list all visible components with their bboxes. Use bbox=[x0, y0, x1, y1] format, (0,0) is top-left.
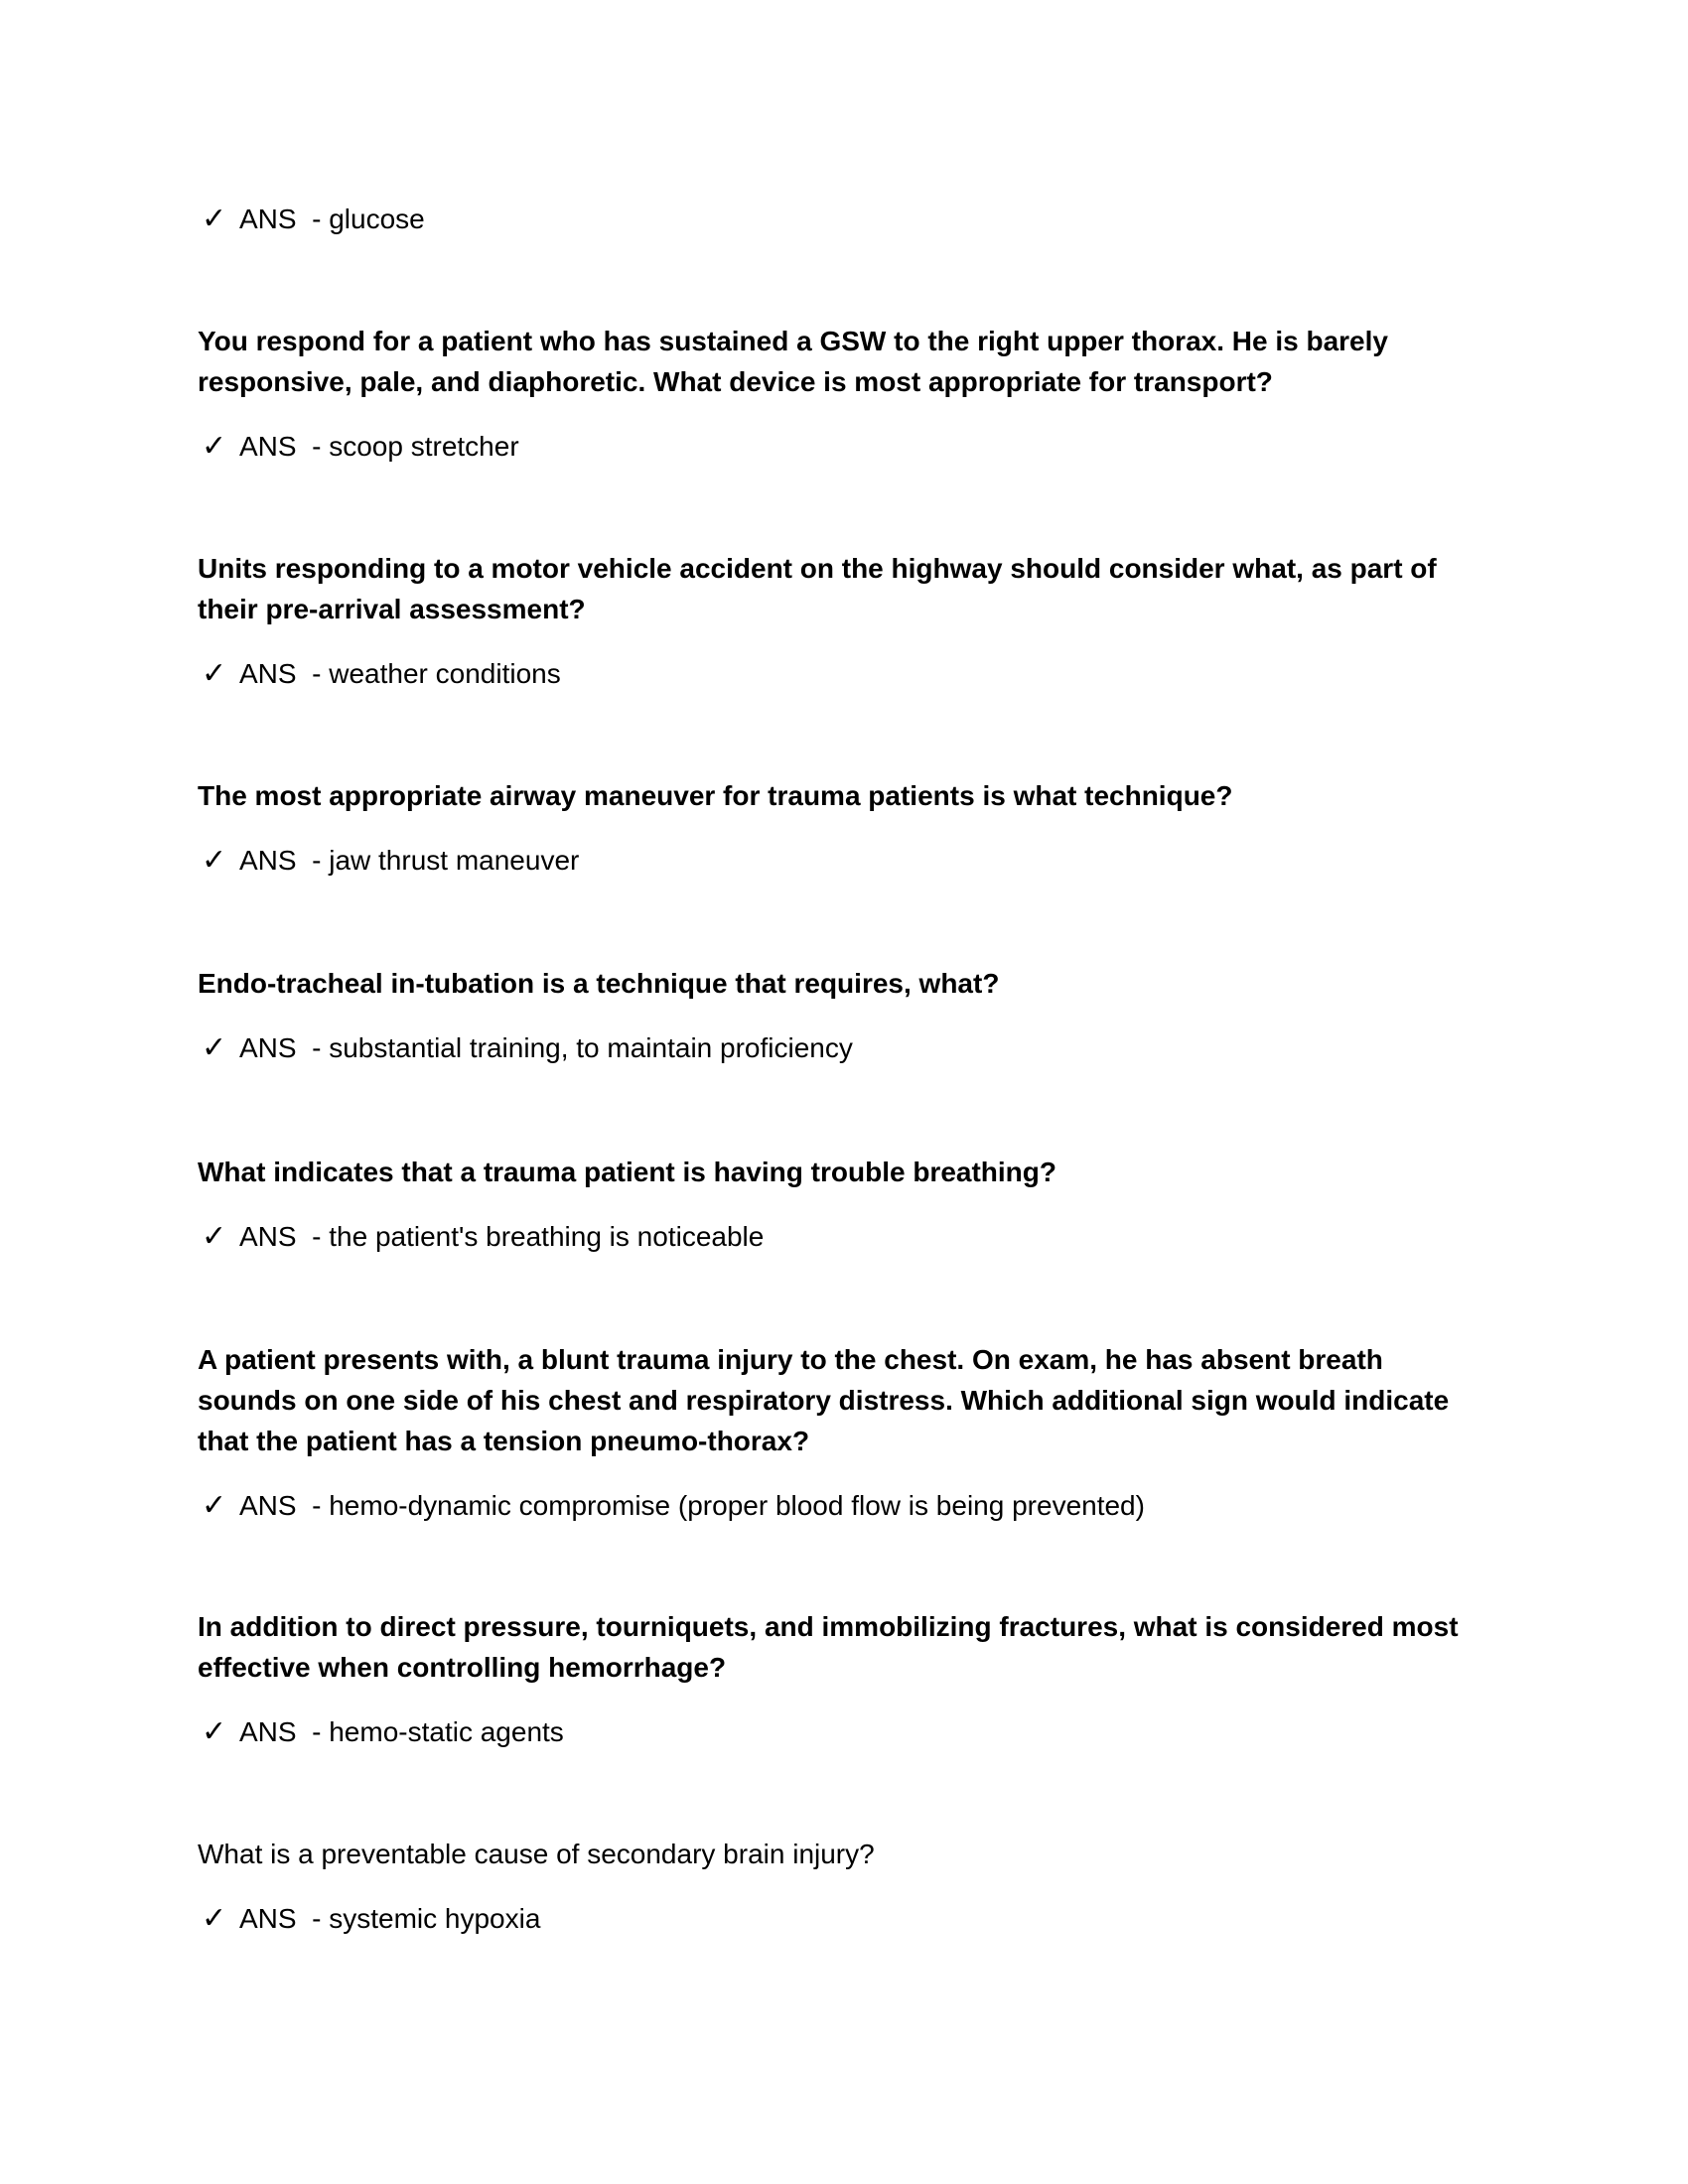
checkmark-icon: ✓ bbox=[202, 1030, 227, 1065]
checkmark-icon: ✓ bbox=[202, 1714, 227, 1749]
question-text: What indicates that a trauma patient is having trouble breathing? bbox=[198, 1157, 1056, 1187]
question-text: What is a preventable cause of secondary brain injury? bbox=[198, 1839, 875, 1869]
answer-line bbox=[198, 840, 1488, 881]
checkmark-icon: ✓ bbox=[202, 843, 227, 878]
answer-text: ANS - jaw thrust maneuver bbox=[239, 845, 580, 876]
question-text: Endo-tracheal in-tubation is a technique that requires, what? bbox=[198, 968, 1000, 999]
answer-text: ANS - glucose bbox=[239, 204, 425, 234]
question-text: A patient presents with, a blunt trauma injury to the chest. On exam, he has absent breath sounds on one side of his chest and respiratory distress. Which additional sign would indicate that the patient has a tension pneumo-thorax? bbox=[198, 1344, 1450, 1456]
qa-item-3 bbox=[198, 548, 1488, 694]
checkmark-icon: ✓ bbox=[202, 429, 227, 464]
question-text: You respond for a patient who has sustained a GSW to the right upper thorax. He is barely responsive, pale, and diaphoretic. What device is most appropriate for transport? bbox=[198, 326, 1388, 397]
checkmark-icon: ✓ bbox=[202, 1901, 227, 1936]
qa-item-4 bbox=[198, 775, 1488, 881]
answer-text: ANS - hemo-static agents bbox=[239, 1716, 564, 1747]
answer-line bbox=[198, 1485, 1488, 1526]
checkmark-icon: ✓ bbox=[202, 656, 227, 691]
qa-item-2 bbox=[198, 321, 1488, 467]
qa-item-7 bbox=[198, 1339, 1488, 1526]
answer-line bbox=[198, 1898, 1488, 1939]
question-text: In addition to direct pressure, tourniquets, and immobilizing fractures, what is considered most effective when controlling hemorrhage? bbox=[198, 1611, 1459, 1683]
answer-line bbox=[198, 653, 1488, 694]
question-text: Units responding to a motor vehicle accident on the highway should consider what, as part of their pre-arrival assessment? bbox=[198, 553, 1437, 624]
answer-line bbox=[198, 199, 1488, 239]
answer-text: ANS - systemic hypoxia bbox=[239, 1903, 541, 1934]
answer-text: ANS - hemo-dynamic compromise (proper blood flow is being prevented) bbox=[239, 1490, 1145, 1521]
answer-text: ANS - substantial training, to maintain proficiency bbox=[239, 1032, 853, 1063]
answer-line bbox=[198, 1027, 1488, 1068]
question-text: The most appropriate airway maneuver for trauma patients is what technique? bbox=[198, 780, 1233, 811]
qa-item-1 bbox=[198, 199, 1488, 239]
answer-text: ANS - weather conditions bbox=[239, 658, 561, 689]
answer-text: ANS - the patient's breathing is noticeable bbox=[239, 1221, 765, 1252]
checkmark-icon: ✓ bbox=[202, 202, 227, 236]
answer-text: ANS - scoop stretcher bbox=[239, 431, 519, 462]
qa-item-6 bbox=[198, 1152, 1488, 1257]
checkmark-icon: ✓ bbox=[202, 1219, 227, 1254]
qa-item-9 bbox=[198, 1834, 1488, 1939]
answer-line bbox=[198, 1711, 1488, 1752]
checkmark-icon: ✓ bbox=[202, 1488, 227, 1523]
answer-line bbox=[198, 1216, 1488, 1257]
answer-line bbox=[198, 426, 1488, 467]
qa-item-5 bbox=[198, 963, 1488, 1068]
qa-item-8 bbox=[198, 1606, 1488, 1752]
